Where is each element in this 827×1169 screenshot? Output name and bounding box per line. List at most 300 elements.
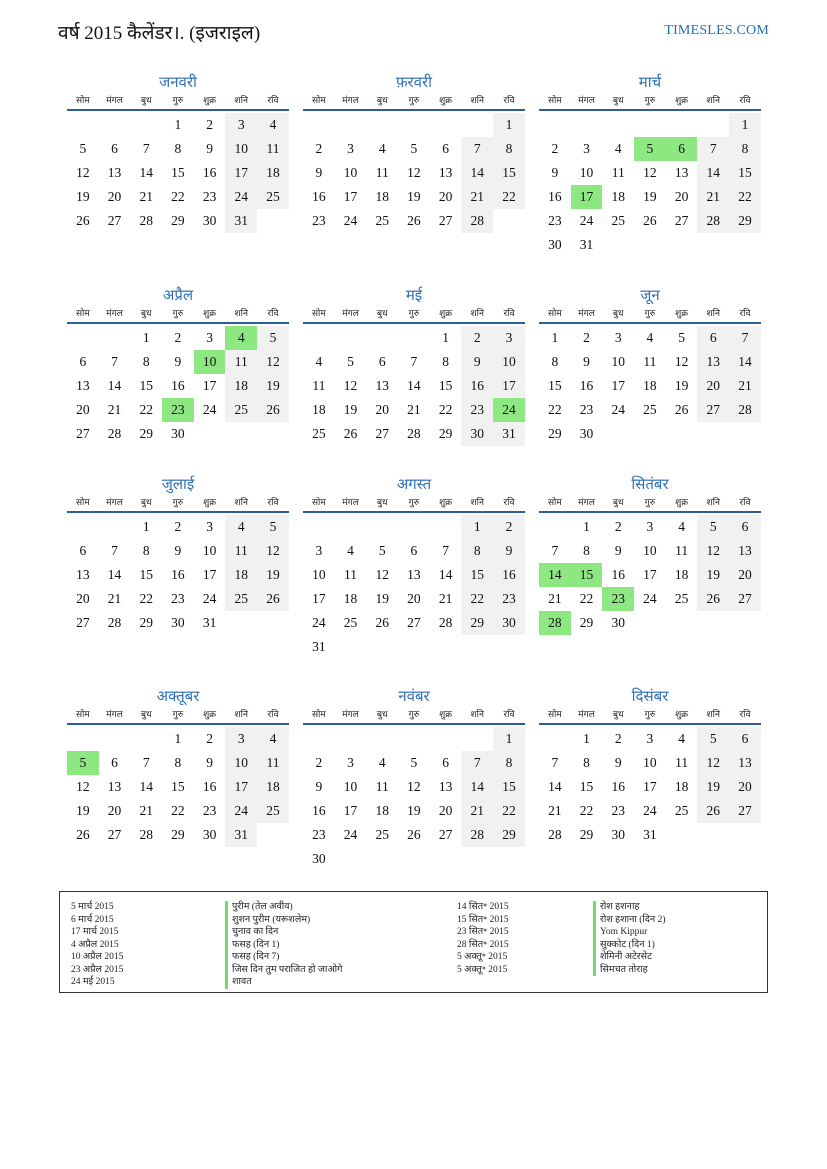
month-name: नवंबर (398, 687, 430, 705)
day-cell: 20 (107, 189, 122, 204)
day-cell: 17 (643, 567, 657, 582)
day-cell: 25 (375, 213, 389, 228)
weekday-label: बुध (612, 710, 624, 720)
day-cell: 13 (107, 779, 122, 794)
day-cell: 15 (171, 165, 185, 180)
holiday-day-cell: 10 (194, 350, 226, 374)
day-cell: 27 (107, 213, 122, 228)
day-cell: 16 (171, 378, 185, 393)
day-cell: 18 (343, 591, 358, 606)
empty-cell (130, 113, 162, 137)
day-cell: 28 (407, 426, 421, 441)
day-cell: 11 (675, 755, 689, 770)
day-cell: 25 (674, 803, 689, 818)
weekday-label: रवि (503, 498, 515, 508)
weekday-label: मंगल (106, 96, 123, 106)
day-cell: 29 (438, 426, 453, 441)
day-cell: 5 (257, 515, 289, 539)
weekday-label: सोम (547, 710, 562, 720)
day-cell: 18 (257, 161, 289, 185)
empty-cell (303, 326, 335, 350)
weekday-label: शनि (234, 710, 248, 720)
day-cell: 10 (225, 137, 257, 161)
day-cell: 30 (579, 426, 594, 441)
day-cell: 12 (407, 779, 421, 794)
day-cell: 8 (174, 755, 182, 770)
weekday-label: रवि (503, 96, 515, 106)
day-cell: 22 (548, 402, 562, 417)
day-cell: 28 (107, 615, 122, 630)
day-cell: 14 (139, 165, 153, 180)
day-cell: 26 (375, 615, 389, 630)
weekday-label: बुध (612, 96, 624, 106)
weekday-label: शनि (706, 498, 720, 508)
day-cell: 4 (257, 113, 289, 137)
empty-cell (99, 515, 131, 539)
day-cell: 18 (312, 402, 326, 417)
day-cell: 8 (493, 137, 525, 161)
day-cell: 8 (442, 354, 449, 369)
day-cell: 30 (171, 615, 185, 630)
month-september (539, 473, 761, 635)
weekday-label: रवि (503, 710, 515, 720)
day-cell: 9 (614, 543, 622, 558)
day-cell: 4 (678, 519, 685, 534)
day-cell: 27 (438, 827, 453, 842)
day-cell: 18 (674, 567, 689, 582)
day-cell: 30 (611, 827, 625, 842)
day-cell: 19 (257, 374, 289, 398)
holiday-entry: 28 सित॰ 2015 (457, 939, 509, 950)
day-cell: 6 (111, 141, 118, 156)
day-cell: 11 (375, 165, 389, 180)
day-cell: 14 (107, 567, 122, 582)
day-cell: 10 (579, 165, 594, 180)
weekday-label: बुध (376, 96, 388, 106)
day-cell: 14 (461, 161, 493, 185)
day-cell: 13 (438, 165, 453, 180)
empty-cell (634, 113, 666, 137)
day-cell: 25 (375, 827, 389, 842)
weekday-label: सोम (547, 96, 562, 106)
day-cell: 14 (107, 378, 122, 393)
month-name: जनवरी (159, 73, 197, 91)
day-cell: 10 (312, 567, 326, 582)
day-cell: 24 (225, 799, 257, 823)
day-cell: 15 (438, 378, 453, 393)
day-cell: 28 (461, 209, 493, 233)
weekday-header (539, 306, 761, 324)
day-grid (303, 515, 525, 659)
day-cell: 31 (225, 823, 257, 847)
day-cell: 2 (461, 326, 493, 350)
day-cell: 16 (579, 378, 594, 393)
empty-cell (539, 515, 571, 539)
day-cell: 22 (493, 799, 525, 823)
day-cell: 12 (76, 779, 90, 794)
day-cell: 8 (493, 751, 525, 775)
day-cell: 5 (79, 141, 87, 156)
day-cell: 19 (407, 189, 421, 204)
day-cell: 17 (493, 374, 525, 398)
day-cell: 10 (643, 755, 657, 770)
day-cell: 1 (461, 515, 493, 539)
weekday-label: गुरु (408, 309, 420, 319)
holiday-entry: फसह (दिन 7) (225, 951, 342, 964)
day-cell: 18 (257, 775, 289, 799)
day-cell: 26 (674, 402, 689, 417)
day-cell: 2 (315, 755, 323, 770)
holiday-entry: शुशन पुरीम (यरूशलेम) (225, 914, 342, 927)
month-april (67, 284, 289, 446)
weekday-label: मंगल (578, 309, 595, 319)
month-name: जून (640, 286, 660, 304)
empty-cell (398, 515, 430, 539)
day-cell: 23 (548, 213, 562, 228)
empty-cell (697, 113, 729, 137)
day-cell: 31 (643, 827, 657, 842)
weekday-label: रवि (267, 96, 279, 106)
day-cell: 17 (343, 803, 358, 818)
day-cell: 7 (410, 354, 418, 369)
empty-cell (99, 113, 131, 137)
weekday-label: शुक्र (203, 710, 217, 720)
day-cell: 13 (375, 378, 389, 393)
weekday-label: शनि (470, 96, 484, 106)
day-cell: 15 (729, 161, 761, 185)
weekday-label: गुरु (644, 710, 656, 720)
day-cell: 9 (174, 354, 182, 369)
holiday-entry: 15 सित॰ 2015 (457, 914, 509, 925)
holiday-entry: जिस दिन तुम पराजित हो जाओगे (225, 964, 342, 977)
day-cell: 15 (139, 378, 153, 393)
holiday-entry: चुनाव का दिन (225, 926, 342, 939)
day-cell: 1 (729, 113, 761, 137)
day-cell: 11 (611, 165, 625, 180)
day-cell: 22 (171, 803, 185, 818)
day-cell: 27 (729, 799, 761, 823)
day-cell: 25 (643, 402, 657, 417)
day-cell: 16 (202, 165, 217, 180)
day-cell: 19 (76, 803, 90, 818)
day-cell: 1 (583, 519, 590, 534)
day-cell: 14 (139, 779, 153, 794)
weekday-label: गुरु (408, 96, 420, 106)
day-cell: 9 (461, 350, 493, 374)
day-cell: 16 (611, 779, 625, 794)
holiday-entry: 5 अक्तू॰ 2015 (457, 964, 508, 975)
holiday-entry: फसह (दिन 1) (225, 939, 342, 952)
weekday-label: शनि (234, 309, 248, 319)
day-cell: 29 (579, 827, 594, 842)
month-july (67, 473, 289, 635)
day-cell: 7 (461, 137, 493, 161)
day-cell: 8 (174, 141, 182, 156)
day-cell: 1 (174, 731, 182, 746)
weekday-label: सोम (311, 498, 326, 508)
empty-cell (666, 113, 698, 137)
day-cell: 11 (375, 779, 389, 794)
month-february (303, 71, 525, 233)
weekday-label: बुध (140, 498, 152, 508)
day-cell: 4 (257, 727, 289, 751)
day-cell: 12 (375, 567, 389, 582)
day-cell: 26 (257, 587, 289, 611)
weekday-label: शनि (706, 96, 720, 106)
day-grid (303, 113, 525, 233)
day-cell: 13 (407, 567, 421, 582)
day-cell: 15 (579, 779, 594, 794)
day-cell: 21 (548, 803, 562, 818)
holiday-day-cell: 28 (539, 611, 571, 635)
day-cell: 23 (171, 591, 185, 606)
day-cell: 10 (202, 543, 217, 558)
empty-cell (303, 515, 335, 539)
month-name: अप्रैल (162, 286, 194, 304)
day-cell: 16 (202, 779, 217, 794)
day-cell: 6 (378, 354, 386, 369)
day-cell: 24 (202, 402, 217, 417)
day-cell: 7 (111, 354, 118, 369)
site-link[interactable]: TIMESLES.COM (664, 23, 769, 38)
holiday-entry: शावत (225, 976, 342, 989)
day-cell: 12 (697, 751, 729, 775)
weekday-label: बुध (376, 498, 388, 508)
day-cell: 19 (257, 563, 289, 587)
day-cell: 22 (171, 189, 185, 204)
holiday-entry: 6 मार्च 2015 (71, 914, 114, 925)
day-cell: 16 (548, 189, 562, 204)
weekday-label: सोम (547, 498, 562, 508)
day-cell: 27 (76, 615, 90, 630)
day-cell: 20 (438, 803, 453, 818)
weekday-label: गुरु (172, 498, 184, 508)
day-cell: 21 (438, 591, 453, 606)
day-cell: 20 (697, 374, 729, 398)
holiday-day-cell: 23 (602, 587, 634, 611)
weekday-label: मंगल (578, 96, 595, 106)
day-cell: 4 (225, 515, 257, 539)
holiday-entry: 5 अक्तू॰ 2015 (457, 952, 508, 962)
day-cell: 24 (343, 213, 358, 228)
month-name: दिसंबर (631, 687, 669, 705)
month-november (303, 685, 525, 871)
day-grid (303, 727, 525, 871)
day-cell: 2 (614, 519, 622, 534)
day-cell: 5 (257, 326, 289, 350)
day-cell: 3 (493, 326, 525, 350)
day-cell: 2 (206, 117, 213, 132)
day-cell: 13 (76, 378, 90, 393)
day-cell: 18 (643, 378, 657, 393)
day-cell: 17 (643, 779, 657, 794)
weekday-label: बुध (140, 309, 152, 319)
day-cell: 12 (257, 350, 289, 374)
day-grid (539, 727, 761, 847)
day-grid (67, 326, 289, 446)
day-cell: 23 (202, 803, 217, 818)
day-cell: 7 (551, 543, 559, 558)
day-cell: 30 (202, 213, 217, 228)
empty-cell (602, 113, 634, 137)
weekday-label: गुरु (172, 710, 184, 720)
day-cell: 27 (407, 615, 421, 630)
day-cell: 20 (438, 189, 453, 204)
weekday-header (303, 93, 525, 111)
day-cell: 22 (579, 591, 594, 606)
month-may (303, 284, 525, 446)
day-cell: 21 (548, 591, 562, 606)
weekday-label: मंगल (342, 96, 359, 106)
holiday-entry: 10 अप्रैल 2015 (71, 952, 124, 962)
day-cell: 1 (442, 330, 449, 345)
weekday-label: रवि (267, 498, 279, 508)
weekday-label: बुध (140, 96, 152, 106)
day-cell: 8 (551, 354, 559, 369)
day-cell: 4 (678, 731, 685, 746)
day-cell: 18 (674, 779, 689, 794)
weekday-label: सोम (311, 710, 326, 720)
day-cell: 6 (442, 755, 449, 770)
weekday-header (539, 93, 761, 111)
day-cell: 22 (139, 402, 153, 417)
day-cell: 9 (551, 165, 559, 180)
empty-cell (335, 326, 367, 350)
day-cell: 6 (442, 141, 449, 156)
day-cell: 9 (174, 543, 182, 558)
day-cell: 31 (579, 237, 594, 252)
day-cell: 1 (493, 727, 525, 751)
day-cell: 7 (142, 141, 150, 156)
weekday-header (67, 93, 289, 111)
weekday-header (67, 707, 289, 725)
day-cell: 26 (407, 213, 421, 228)
day-cell: 15 (171, 779, 185, 794)
weekday-label: रवि (739, 498, 751, 508)
day-cell: 21 (407, 402, 421, 417)
day-cell: 11 (675, 543, 689, 558)
day-cell: 5 (410, 141, 418, 156)
empty-cell (99, 326, 131, 350)
day-cell: 5 (678, 330, 685, 345)
day-cell: 12 (643, 165, 657, 180)
day-cell: 25 (225, 587, 257, 611)
day-grid (67, 515, 289, 635)
day-cell: 6 (79, 543, 87, 558)
weekday-header (539, 707, 761, 725)
day-cell: 3 (315, 543, 323, 558)
day-cell: 17 (202, 567, 217, 582)
holiday-entry: Yom Kippur (593, 926, 665, 939)
day-grid (539, 326, 761, 446)
day-grid (303, 326, 525, 446)
weekday-label: गुरु (408, 710, 420, 720)
day-cell: 20 (729, 775, 761, 799)
day-cell: 11 (225, 350, 257, 374)
day-cell: 4 (315, 354, 323, 369)
day-cell: 27 (729, 587, 761, 611)
day-cell: 12 (257, 539, 289, 563)
holiday-day-cell: 15 (571, 563, 603, 587)
day-cell: 8 (583, 543, 590, 558)
day-cell: 22 (461, 587, 493, 611)
weekday-label: बुध (376, 309, 388, 319)
holiday-names-left (225, 901, 342, 989)
day-cell: 14 (407, 378, 421, 393)
day-cell: 18 (375, 803, 389, 818)
day-cell: 18 (611, 189, 625, 204)
holiday-entry: 14 सित॰ 2015 (457, 902, 509, 912)
weekday-label: बुध (612, 498, 624, 508)
day-cell: 9 (493, 539, 525, 563)
day-cell: 24 (312, 615, 326, 630)
weekday-label: रवि (267, 710, 279, 720)
day-cell: 19 (343, 402, 358, 417)
weekday-label: शुक्र (675, 96, 689, 106)
day-cell: 16 (461, 374, 493, 398)
day-cell: 30 (171, 426, 185, 441)
weekday-label: गुरु (172, 309, 184, 319)
day-cell: 18 (375, 189, 389, 204)
day-cell: 17 (202, 378, 217, 393)
holiday-dates-left (71, 901, 123, 989)
month-name: अक्तूबर (156, 687, 200, 705)
day-cell: 27 (107, 827, 122, 842)
holiday-entry: पुरीम (तेल अवीव) (225, 901, 342, 914)
day-cell: 9 (206, 141, 213, 156)
weekday-label: शुक्र (203, 498, 217, 508)
day-cell: 21 (139, 803, 153, 818)
day-cell: 19 (375, 591, 389, 606)
empty-cell (335, 113, 367, 137)
day-cell: 5 (697, 515, 729, 539)
day-cell: 25 (674, 591, 689, 606)
day-cell: 14 (548, 779, 562, 794)
day-cell: 17 (343, 189, 358, 204)
day-cell: 8 (729, 137, 761, 161)
day-cell: 1 (493, 113, 525, 137)
day-cell: 21 (107, 402, 122, 417)
holiday-entry: 5 मार्च 2015 (71, 902, 114, 912)
day-cell: 22 (438, 402, 453, 417)
day-cell: 17 (611, 378, 625, 393)
day-cell: 28 (139, 827, 153, 842)
day-cell: 12 (76, 165, 90, 180)
day-cell: 16 (493, 563, 525, 587)
day-cell: 21 (461, 185, 493, 209)
day-cell: 30 (493, 611, 525, 635)
day-cell: 8 (142, 543, 150, 558)
day-cell: 14 (697, 161, 729, 185)
day-cell: 9 (315, 165, 323, 180)
day-cell: 20 (375, 402, 389, 417)
holiday-entry: 24 मई 2015 (71, 977, 115, 987)
holiday-dates-right (457, 901, 509, 976)
day-cell: 3 (646, 731, 654, 746)
holiday-day-cell: 23 (162, 398, 194, 422)
holiday-entry: रोश हशाना (दिन 2) (593, 914, 665, 927)
holiday-entry: 4 अप्रैल 2015 (71, 939, 119, 950)
holiday-entry: सिमचत तोराह (593, 964, 665, 977)
day-cell: 12 (343, 378, 358, 393)
empty-cell (335, 727, 367, 751)
day-cell: 8 (142, 354, 150, 369)
day-cell: 2 (614, 731, 622, 746)
day-cell: 30 (202, 827, 217, 842)
day-cell: 10 (643, 543, 657, 558)
day-cell: 1 (142, 519, 150, 534)
day-cell: 21 (139, 189, 153, 204)
